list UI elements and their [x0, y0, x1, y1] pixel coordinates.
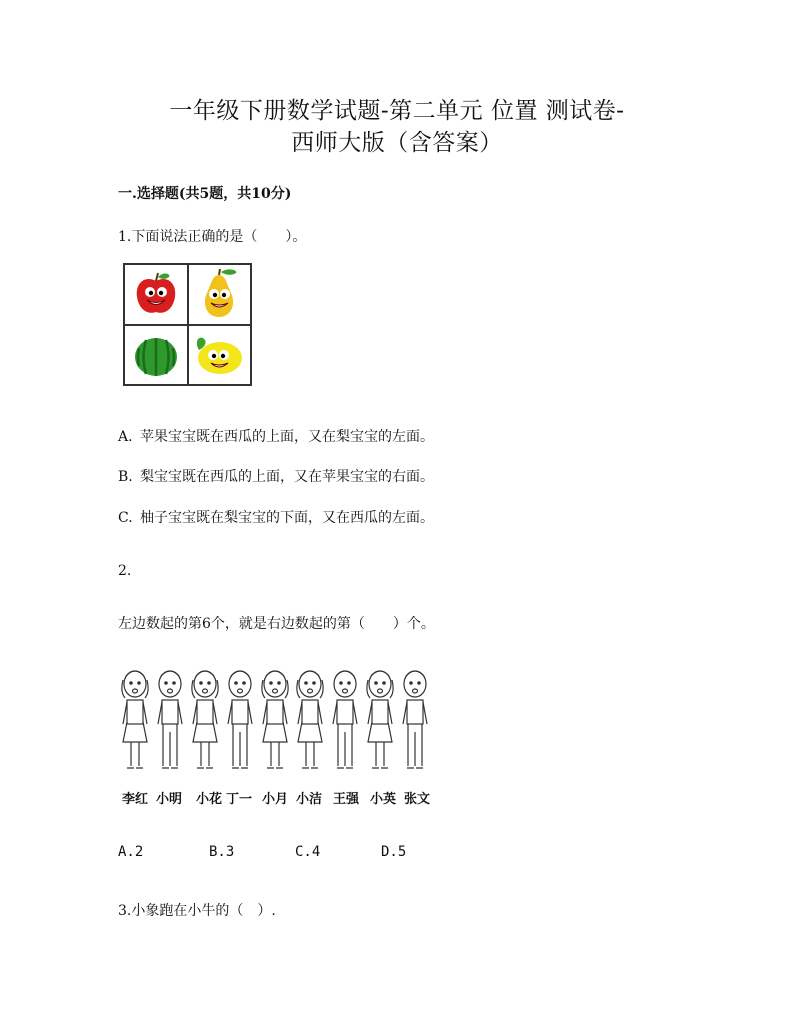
option-letter: A.	[118, 429, 133, 445]
child-figure	[228, 671, 252, 768]
child-figure	[262, 671, 288, 768]
child-figure	[403, 671, 427, 768]
child-figure	[122, 671, 148, 768]
children-names-row	[120, 788, 440, 808]
kid-name: 小英	[370, 792, 397, 807]
question-2-stem: 左边数起的第6个，就是右边数起的第（ ）个。	[118, 616, 435, 632]
kid-name: 张文	[404, 792, 431, 807]
section-heading: 一.选择题(共5题，共10分)	[118, 186, 292, 202]
option-text: 梨宝宝既在西瓜的上面，又在苹果宝宝的右面。	[140, 469, 434, 485]
child-figure	[333, 671, 357, 768]
q2-option-b[interactable]: B.3	[209, 844, 235, 860]
kid-name: 小洁	[296, 792, 323, 807]
watermelon-icon	[124, 325, 188, 386]
kid-name: 丁一	[226, 792, 253, 807]
fruit-grid	[123, 263, 252, 386]
child-figure	[192, 671, 218, 768]
document-title-line1: 一年级下册数学试题-第二单元 位置 测试卷-	[169, 98, 625, 124]
q2-option-d[interactable]: D.5	[381, 844, 407, 860]
document-title-line2: 西师大版（含答案）	[291, 130, 503, 156]
kid-name: 小明	[156, 792, 183, 807]
pear-icon	[188, 264, 252, 325]
q2-option-c[interactable]: C.4	[295, 844, 321, 860]
question-1-stem: 1.下面说法正确的是（ ）。	[118, 229, 307, 245]
option-letter: B.	[118, 469, 133, 485]
q1-option-b[interactable]	[118, 466, 434, 486]
option-text: 苹果宝宝既在西瓜的上面，又在梨宝宝的左面。	[140, 429, 434, 445]
kid-name: 小月	[262, 792, 289, 807]
child-figure	[367, 671, 393, 768]
q1-option-a[interactable]	[118, 426, 434, 446]
lemon-icon	[188, 325, 252, 386]
option-letter: C.	[118, 510, 133, 526]
question-2-number: 2.	[118, 563, 132, 579]
child-figure	[158, 671, 182, 768]
apple-icon	[124, 264, 188, 325]
q1-option-c[interactable]	[118, 507, 434, 527]
kid-name: 李红	[122, 792, 149, 807]
option-text: 柚子宝宝既在梨宝宝的下面，又在西瓜的左面。	[140, 510, 434, 526]
child-figure	[297, 671, 323, 768]
kid-name: 小花	[196, 792, 223, 807]
q2-option-a[interactable]: A.2	[118, 844, 144, 860]
kid-name: 王强	[333, 792, 360, 807]
question-3-stem: 3.小象跑在小牛的（ ）.	[118, 903, 276, 919]
